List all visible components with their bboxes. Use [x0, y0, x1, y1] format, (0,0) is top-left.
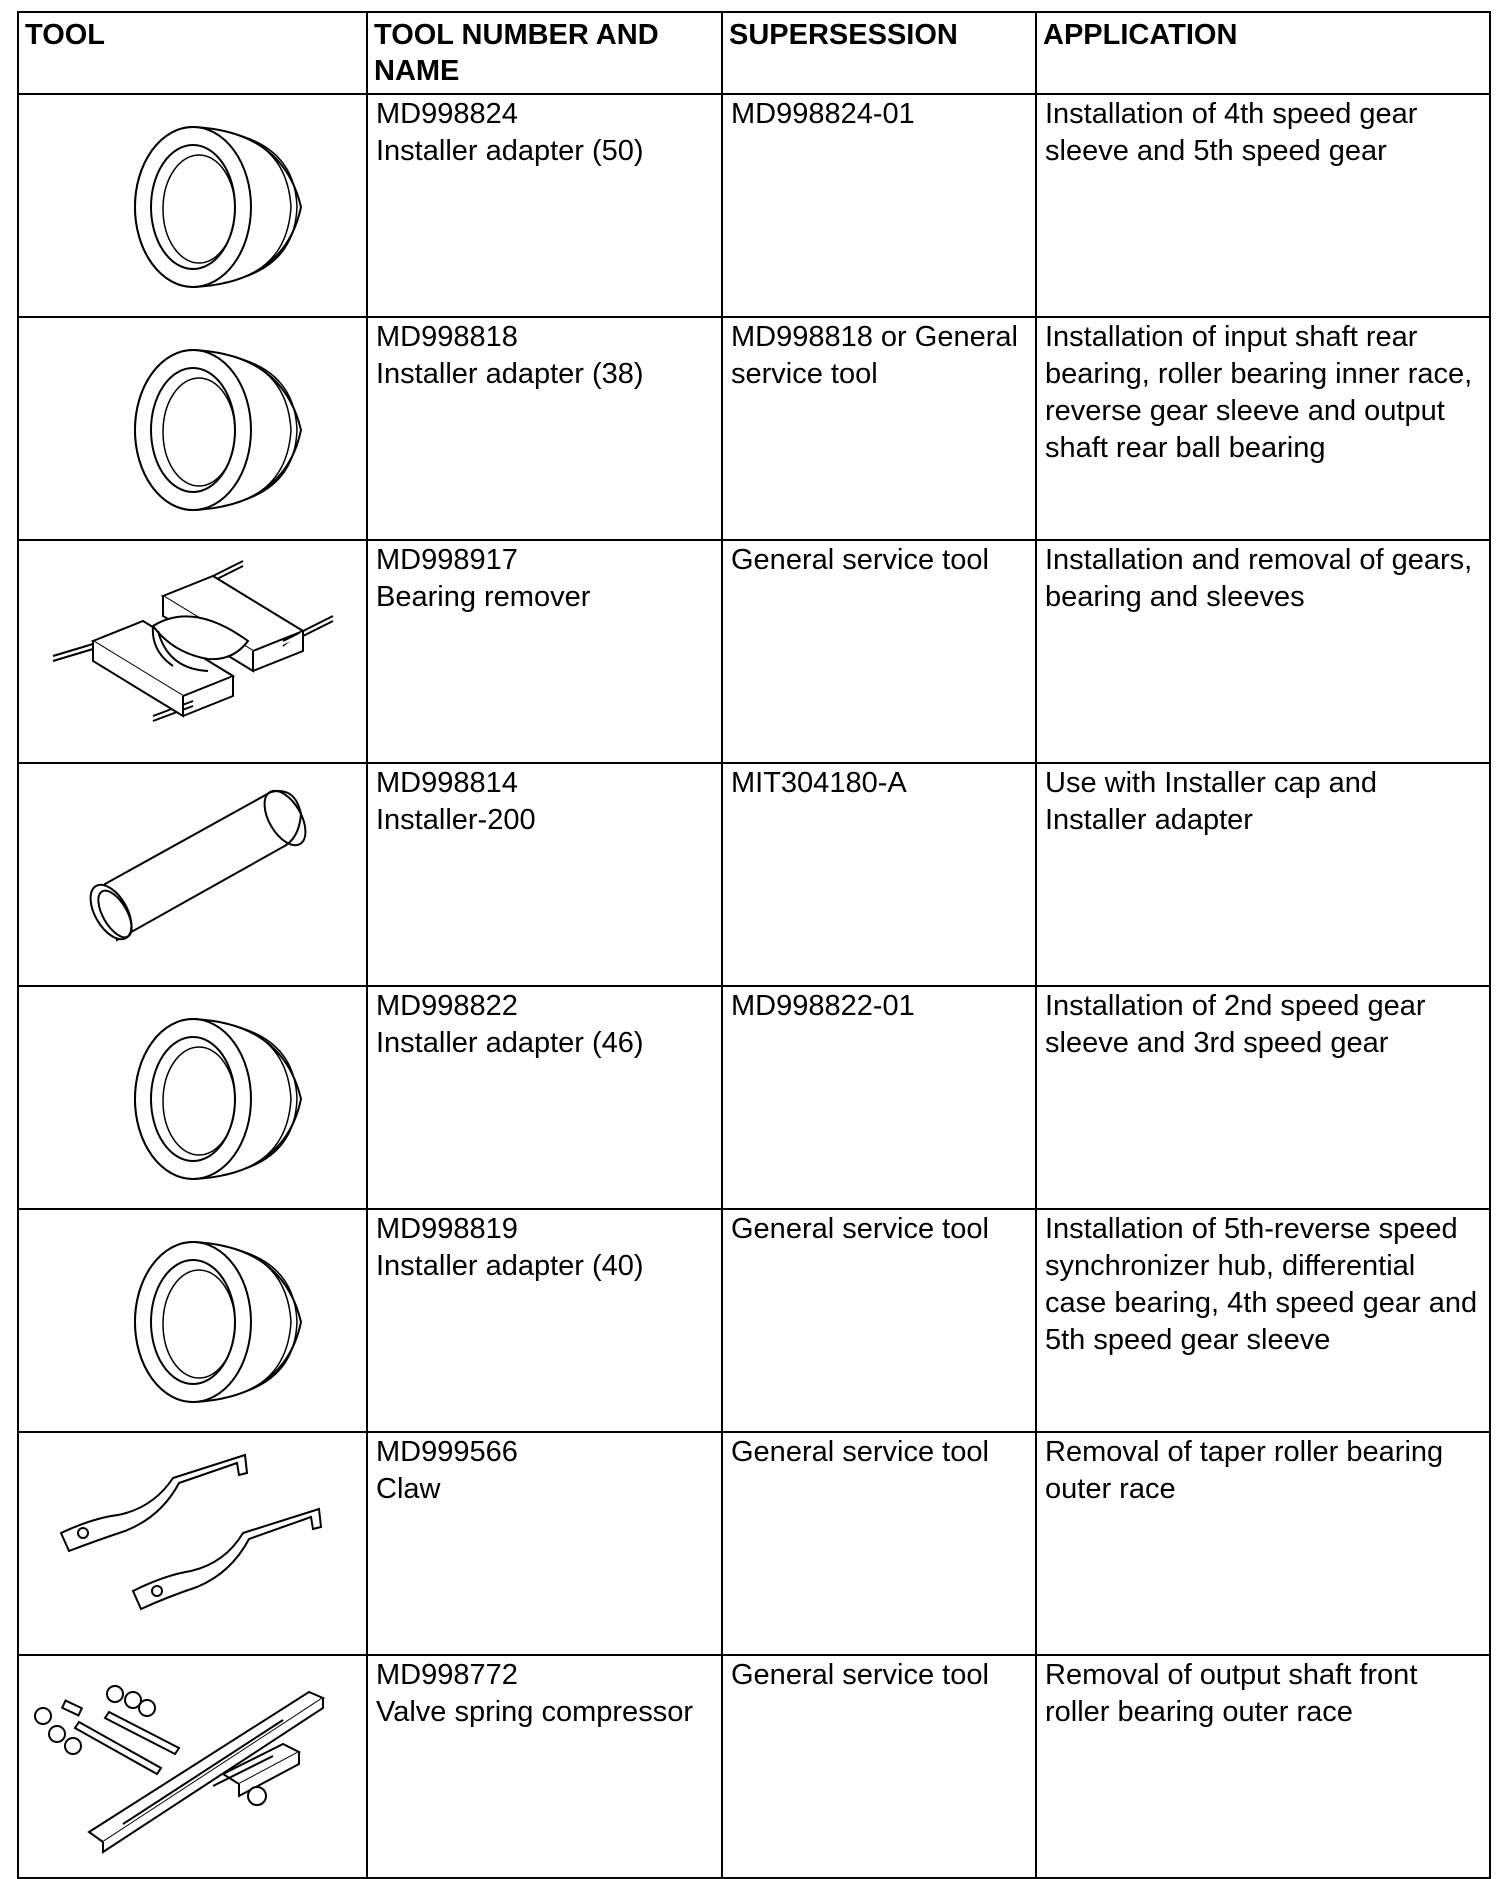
header-row [18, 12, 1490, 94]
tool-name: Valve spring compressor [376, 1696, 693, 1728]
tool-number: MD998824 [376, 98, 518, 130]
tool-name: Installer adapter (50) [376, 135, 644, 167]
supersession-cell: MD998822-01 [722, 986, 1036, 1209]
application-cell: Installation and removal of gears, bearing and sleeves [1036, 540, 1490, 763]
table-row [18, 94, 1490, 317]
tool-image [18, 1432, 367, 1655]
table-row [18, 1655, 1490, 1878]
header-tool: TOOL [18, 12, 367, 94]
tool-number-and-name [367, 94, 722, 317]
installer-adapter-ring-icon [73, 95, 313, 313]
tool-name: Bearing remover [376, 581, 591, 613]
table-row [18, 986, 1490, 1209]
tool-image [18, 540, 367, 763]
application-cell: Installation of input shaft rear bearing, roller bearing inner race, reverse gear sleeve and output shaft rear ball bearing [1036, 317, 1490, 540]
installer-adapter-ring-icon [73, 1210, 313, 1428]
application-cell: Installation of 5th-reverse speed synchronizer hub, differential case bearing, 4th speed gear and 5th speed gear sleeve [1036, 1209, 1490, 1432]
tool-image [18, 94, 367, 317]
tool-image [18, 763, 367, 986]
tool-number: MD998819 [376, 1213, 518, 1245]
tool-number: MD999566 [376, 1436, 518, 1468]
supersession-cell: MD998818 or General service tool [722, 317, 1036, 540]
bearing-remover-icon [33, 541, 353, 759]
tool-number-and-name [367, 986, 722, 1209]
header-tool-number-and-name: TOOL NUMBER AND NAME [367, 12, 722, 94]
tool-number-and-name [367, 763, 722, 986]
supersession-cell: MIT304180-A [722, 763, 1036, 986]
application-cell: Use with Installer cap and Installer adapter [1036, 763, 1490, 986]
tool-name: Installer-200 [376, 804, 536, 836]
tool-number-and-name [367, 540, 722, 763]
tool-number: MD998818 [376, 321, 518, 353]
claw-icon [33, 1433, 353, 1651]
tool-number-and-name [367, 1655, 722, 1878]
tool-number-and-name [367, 1209, 722, 1432]
tool-name: Installer adapter (46) [376, 1027, 644, 1059]
tool-number-and-name [367, 317, 722, 540]
tool-name: Installer adapter (40) [376, 1250, 644, 1282]
supersession-cell: General service tool [722, 540, 1036, 763]
application-cell: Installation of 4th speed gear sleeve and 5th speed gear [1036, 94, 1490, 317]
application-cell: Removal of taper roller bearing outer race [1036, 1432, 1490, 1655]
tool-number: MD998772 [376, 1659, 518, 1691]
special-tools-table [17, 11, 1491, 1879]
table-row [18, 763, 1490, 986]
application-cell: Installation of 2nd speed gear sleeve and 3rd speed gear [1036, 986, 1490, 1209]
table-row [18, 1209, 1490, 1432]
tool-image [18, 986, 367, 1209]
installer-adapter-ring-icon [73, 987, 313, 1205]
tool-image [18, 1209, 367, 1432]
header-supersession: SUPERSESSION [722, 12, 1036, 94]
tool-number-and-name [367, 1432, 722, 1655]
supersession-cell: General service tool [722, 1655, 1036, 1878]
tool-name: Installer adapter (38) [376, 358, 644, 390]
valve-spring-compressor-icon [23, 1656, 363, 1874]
application-cell: Removal of output shaft front roller bearing outer race [1036, 1655, 1490, 1878]
supersession-cell: General service tool [722, 1432, 1036, 1655]
tool-image [18, 317, 367, 540]
table-row [18, 1432, 1490, 1655]
supersession-cell: General service tool [722, 1209, 1036, 1432]
tool-number: MD998814 [376, 767, 518, 799]
tool-number: MD998917 [376, 544, 518, 576]
tool-name: Claw [376, 1473, 441, 1505]
installer-tube-icon [33, 764, 353, 982]
supersession-cell: MD998824-01 [722, 94, 1036, 317]
table-row [18, 540, 1490, 763]
tool-number: MD998822 [376, 990, 518, 1022]
table-row [18, 317, 1490, 540]
header-application: APPLICATION [1036, 12, 1490, 94]
installer-adapter-ring-icon [73, 318, 313, 536]
tool-image [18, 1655, 367, 1878]
